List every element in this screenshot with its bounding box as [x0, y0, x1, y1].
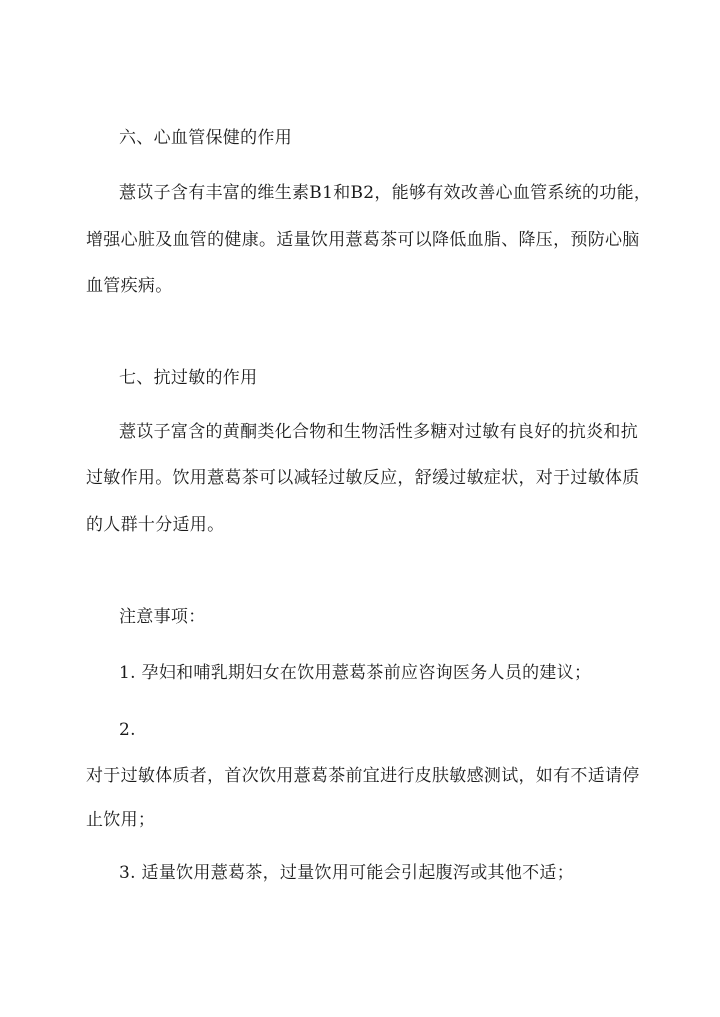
notes-item-1: 1. 孕妇和哺乳期妇女在饮用薏葛茶前应咨询医务人员的建议； [119, 663, 592, 683]
notes-item-2-number: 2. [119, 720, 136, 740]
notes-item-2-line-1: 对于过敏体质者，首次饮用薏葛茶前宜进行皮肤敏感测试，如有不适请停 [86, 766, 640, 786]
section-6-paragraph-line-1: 薏苡子含有丰富的维生素B1和B2，能够有效改善心血管系统的功能， [119, 183, 652, 203]
notes-heading: 注意事项： [119, 607, 206, 627]
section-7-heading: 七、抗过敏的作用 [119, 368, 258, 388]
section-6-paragraph-line-3: 血管疾病。 [86, 276, 173, 296]
section-6-paragraph-line-2: 增强心脏及血管的健康。适量饮用薏葛茶可以降低血脂、降压，预防心脑 [86, 230, 640, 250]
notes-item-3: 3. 适量饮用薏葛茶，过量饮用可能会引起腹泻或其他不适； [119, 863, 575, 883]
section-6-heading: 六、心血管保健的作用 [119, 128, 292, 148]
section-7-paragraph-line-3: 的人群十分适用。 [86, 515, 225, 535]
section-7-paragraph-line-1: 薏苡子富含的黄酮类化合物和生物活性多糖对过敏有良好的抗炎和抗 [119, 422, 638, 442]
section-7-paragraph-line-2: 过敏作用。饮用薏葛茶可以减轻过敏反应，舒缓过敏症状，对于过敏体质 [86, 468, 640, 488]
notes-item-2-line-2: 止饮用； [86, 810, 156, 830]
